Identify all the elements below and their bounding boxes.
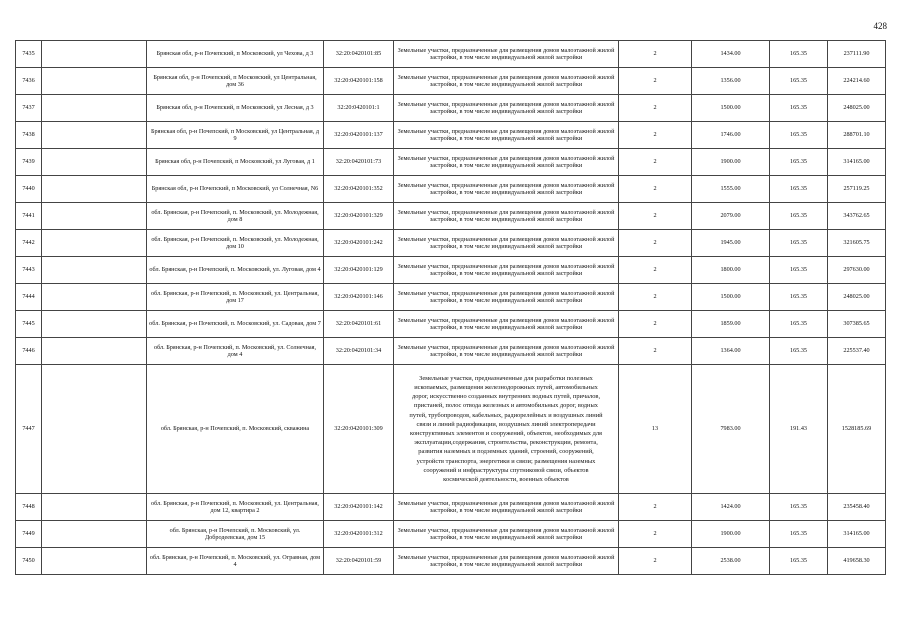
land-use-cell: Земельные участки, предназначенные для размещения домов малоэтажной жилой застройки, в том числе индивидуальной жилой застройки — [394, 122, 619, 149]
area-cell: 1434.00 — [692, 41, 770, 68]
empty-cell — [42, 149, 147, 176]
address-cell: Брянская обл, р-н Почепский, п Московский, ул Чехова, д 3 — [147, 41, 324, 68]
specific-value-cell: 165.35 — [770, 68, 828, 95]
specific-value-cell: 165.35 — [770, 230, 828, 257]
area-cell: 2538.00 — [692, 548, 770, 575]
empty-cell — [42, 176, 147, 203]
cadastral-value-cell: 248025.00 — [828, 95, 886, 122]
land-use-cell: Земельные участки, предназначенные для размещения домов малоэтажной жилой застройки, в том числе индивидуальной жилой застройки — [394, 521, 619, 548]
address-cell: обл. Брянская, р-н Почепский, п. Московский, ул. Добродеевская, дом 15 — [147, 521, 324, 548]
table-row — [16, 548, 886, 575]
table-row — [16, 68, 886, 95]
land-use-cell: Земельные участки, предназначенные для размещения домов малоэтажной жилой застройки, в том числе индивидуальной жилой застройки — [394, 338, 619, 365]
area-cell: 7983.00 — [692, 365, 770, 494]
group-cell: 2 — [619, 284, 692, 311]
area-cell: 1746.00 — [692, 122, 770, 149]
specific-value-cell: 165.35 — [770, 41, 828, 68]
specific-value-cell: 165.35 — [770, 203, 828, 230]
address-cell: обл. Брянская, р-н Почепский, п. Московский, ул. Садовая, дом 7 — [147, 311, 324, 338]
row-number-cell: 7441 — [16, 203, 42, 230]
cadastral-value-cell: 321605.75 — [828, 230, 886, 257]
empty-cell — [42, 311, 147, 338]
empty-cell — [42, 521, 147, 548]
area-cell: 1555.00 — [692, 176, 770, 203]
address-cell: обл. Брянская, р-н Почепский, п. Московский, ул. Луговая, дом 4 — [147, 257, 324, 284]
group-cell: 2 — [619, 230, 692, 257]
cadastral-value-cell: 248025.00 — [828, 284, 886, 311]
group-cell: 2 — [619, 122, 692, 149]
cadastral-number-cell: 32:20:0420101:137 — [324, 122, 394, 149]
cadastral-number-cell: 32:20:0420101:142 — [324, 494, 394, 521]
address-cell: Брянская обл, р-н Почепский, п Московский, ул Лесная, д 3 — [147, 95, 324, 122]
row-number-cell: 7443 — [16, 257, 42, 284]
cadastral-number-cell: 32:20:0420101:146 — [324, 284, 394, 311]
land-use-cell: Земельные участки, предназначенные для размещения домов малоэтажной жилой застройки, в том числе индивидуальной жилой застройки — [394, 548, 619, 575]
row-number-cell: 7436 — [16, 68, 42, 95]
cadastral-value-cell: 343762.65 — [828, 203, 886, 230]
row-number-cell: 7448 — [16, 494, 42, 521]
land-use-cell: Земельные участки, предназначенные для размещения домов малоэтажной жилой застройки, в том числе индивидуальной жилой застройки — [394, 257, 619, 284]
row-number-cell: 7444 — [16, 284, 42, 311]
specific-value-cell: 165.35 — [770, 548, 828, 575]
group-cell: 2 — [619, 203, 692, 230]
group-cell: 2 — [619, 149, 692, 176]
land-use-cell: Земельные участки, предназначенные для разработки полезных ископаемых, размещения железнодорожных путей, автомобильных дорог, искусственно созданных внутренних водных путей, причалов, пристаней, полос отвода железных и автомобильных дорог, водных путей, трубопроводов, кабельных, радиорелейных и воздушных линий связи и линий радиофикации, воздушных линий электропередачи конструктивных элементов и сооружений, объектов, необходимых для эксплуатации,содержания, строительства, реконструкции, ремонта, развития наземных и подземных зданий, строений, сооружений, устройств транспорта, энергетики и связи; размещения наземных сооружений и инфраструктуры спутниковой связи, объектов космической деятельности, военных объектов — [394, 365, 619, 494]
specific-value-cell: 165.35 — [770, 95, 828, 122]
table-row — [16, 149, 886, 176]
specific-value-cell: 165.35 — [770, 494, 828, 521]
group-cell: 2 — [619, 521, 692, 548]
empty-cell — [42, 494, 147, 521]
cadastral-number-cell: 32:20:0420101:73 — [324, 149, 394, 176]
group-cell: 2 — [619, 68, 692, 95]
specific-value-cell: 191.43 — [770, 365, 828, 494]
land-use-cell: Земельные участки, предназначенные для размещения домов малоэтажной жилой застройки, в том числе индивидуальной жилой застройки — [394, 149, 619, 176]
land-use-cell: Земельные участки, предназначенные для размещения домов малоэтажной жилой застройки, в том числе индивидуальной жилой застройки — [394, 41, 619, 68]
group-cell: 2 — [619, 176, 692, 203]
cadastral-number-cell: 32:20:0420101:61 — [324, 311, 394, 338]
group-cell: 2 — [619, 338, 692, 365]
table-row — [16, 176, 886, 203]
table-row — [16, 284, 886, 311]
table-row — [16, 230, 886, 257]
group-cell: 2 — [619, 95, 692, 122]
table-row — [16, 203, 886, 230]
area-cell: 1945.00 — [692, 230, 770, 257]
empty-cell — [42, 338, 147, 365]
specific-value-cell: 165.35 — [770, 311, 828, 338]
page-number: 428 — [873, 21, 887, 31]
area-cell: 1800.00 — [692, 257, 770, 284]
table-row — [16, 494, 886, 521]
group-cell: 2 — [619, 311, 692, 338]
address-cell: обл. Брянская, р-н Почепский, п. Московский, ул. Солнечная, дом 4 — [147, 338, 324, 365]
table-row — [16, 122, 886, 149]
land-use-cell: Земельные участки, предназначенные для размещения домов малоэтажной жилой застройки, в том числе индивидуальной жилой застройки — [394, 95, 619, 122]
address-cell: обл. Брянская, р-н Почепский, п. Московский, ул. Молодежная, дом 10 — [147, 230, 324, 257]
area-cell: 1356.00 — [692, 68, 770, 95]
group-cell: 2 — [619, 548, 692, 575]
cadastral-number-cell: 32:20:0420101:242 — [324, 230, 394, 257]
specific-value-cell: 165.35 — [770, 176, 828, 203]
group-cell: 13 — [619, 365, 692, 494]
cadastral-value-cell: 297630.00 — [828, 257, 886, 284]
area-cell: 1859.00 — [692, 311, 770, 338]
group-cell: 2 — [619, 494, 692, 521]
address-cell: Брянская обл, р-н Почепский, п Московский, ул Солнечная, N6 — [147, 176, 324, 203]
area-cell: 1900.00 — [692, 521, 770, 548]
area-cell: 1500.00 — [692, 284, 770, 311]
empty-cell — [42, 95, 147, 122]
empty-cell — [42, 203, 147, 230]
address-cell: обл. Брянская, р-н Почепский, п. Московский, ул. Центральная, дом 12, квартира 2 — [147, 494, 324, 521]
cadastral-value-cell: 314165.00 — [828, 149, 886, 176]
land-use-cell: Земельные участки, предназначенные для размещения домов малоэтажной жилой застройки, в том числе индивидуальной жилой застройки — [394, 203, 619, 230]
cadastral-number-cell: 32:20:0420101:352 — [324, 176, 394, 203]
address-cell: Брянская обл, р-н Почепский, п Московский, ул Центральная, д 9 — [147, 122, 324, 149]
empty-cell — [42, 257, 147, 284]
cadastral-number-cell: 32:20:0420101:309 — [324, 365, 394, 494]
address-cell: Брянская обл, р-н Почепский, п Московский, ул Луговая, д 1 — [147, 149, 324, 176]
empty-cell — [42, 41, 147, 68]
empty-cell — [42, 284, 147, 311]
table-row — [16, 95, 886, 122]
area-cell: 1900.00 — [692, 149, 770, 176]
empty-cell — [42, 122, 147, 149]
empty-cell — [42, 365, 147, 494]
specific-value-cell: 165.35 — [770, 284, 828, 311]
row-number-cell: 7437 — [16, 95, 42, 122]
row-number-cell: 7445 — [16, 311, 42, 338]
row-number-cell: 7446 — [16, 338, 42, 365]
address-cell: обл. Брянская, р-н Почепский, п. Московский, ул. Огравная, дом 4 — [147, 548, 324, 575]
table-row — [16, 257, 886, 284]
table-row — [16, 41, 886, 68]
row-number-cell: 7447 — [16, 365, 42, 494]
land-use-cell: Земельные участки, предназначенные для размещения домов малоэтажной жилой застройки, в том числе индивидуальной жилой застройки — [394, 494, 619, 521]
group-cell: 2 — [619, 257, 692, 284]
table-body — [16, 41, 886, 575]
specific-value-cell: 165.35 — [770, 521, 828, 548]
land-use-cell: Земельные участки, предназначенные для размещения домов малоэтажной жилой застройки, в том числе индивидуальной жилой застройки — [394, 68, 619, 95]
cadastral-value-cell: 257119.25 — [828, 176, 886, 203]
specific-value-cell: 165.35 — [770, 122, 828, 149]
row-number-cell: 7438 — [16, 122, 42, 149]
cadastral-valuation-table — [15, 40, 886, 575]
table-row — [16, 521, 886, 548]
address-cell: Брянская обл, р-н Почепский, п Московский, ул Центральная, дом 36 — [147, 68, 324, 95]
cadastral-value-cell: 225537.40 — [828, 338, 886, 365]
row-number-cell: 7450 — [16, 548, 42, 575]
empty-cell — [42, 68, 147, 95]
address-cell: обл. Брянская, р-н Почепский, п. Московский, ул. Центральная, дом 17 — [147, 284, 324, 311]
table-row — [16, 338, 886, 365]
area-cell: 1500.00 — [692, 95, 770, 122]
land-use-cell: Земельные участки, предназначенные для размещения домов малоэтажной жилой застройки, в том числе индивидуальной жилой застройки — [394, 311, 619, 338]
land-use-cell: Земельные участки, предназначенные для размещения домов малоэтажной жилой застройки, в том числе индивидуальной жилой застройки — [394, 284, 619, 311]
cadastral-value-cell: 237111.90 — [828, 41, 886, 68]
specific-value-cell: 165.35 — [770, 338, 828, 365]
area-cell: 1424.00 — [692, 494, 770, 521]
area-cell: 2079.00 — [692, 203, 770, 230]
cadastral-number-cell: 32:20:0420101:1 — [324, 95, 394, 122]
specific-value-cell: 165.35 — [770, 257, 828, 284]
empty-cell — [42, 548, 147, 575]
table-row — [16, 365, 886, 494]
cadastral-number-cell: 32:20:0420101:34 — [324, 338, 394, 365]
row-number-cell: 7449 — [16, 521, 42, 548]
table-row — [16, 311, 886, 338]
land-use-cell: Земельные участки, предназначенные для размещения домов малоэтажной жилой застройки, в том числе индивидуальной жилой застройки — [394, 176, 619, 203]
cadastral-number-cell: 32:20:0420101:158 — [324, 68, 394, 95]
cadastral-number-cell: 32:20:0420101:59 — [324, 548, 394, 575]
address-cell: обл. Брянская, р-н Почепский, п. Московский, скважина — [147, 365, 324, 494]
specific-value-cell: 165.35 — [770, 149, 828, 176]
empty-cell — [42, 230, 147, 257]
row-number-cell: 7435 — [16, 41, 42, 68]
cadastral-value-cell: 419658.30 — [828, 548, 886, 575]
cadastral-value-cell: 224214.60 — [828, 68, 886, 95]
area-cell: 1364.00 — [692, 338, 770, 365]
cadastral-value-cell: 288701.10 — [828, 122, 886, 149]
cadastral-number-cell: 32:20:0420101:129 — [324, 257, 394, 284]
cadastral-value-cell: 1528185.69 — [828, 365, 886, 494]
land-use-cell: Земельные участки, предназначенные для размещения домов малоэтажной жилой застройки, в том числе индивидуальной жилой застройки — [394, 230, 619, 257]
group-cell: 2 — [619, 41, 692, 68]
address-cell: обл. Брянская, р-н Почепский, п. Московский, ул. Молодежная, дом 8 — [147, 203, 324, 230]
cadastral-value-cell: 314165.00 — [828, 521, 886, 548]
cadastral-number-cell: 32:20:0420101:329 — [324, 203, 394, 230]
row-number-cell: 7439 — [16, 149, 42, 176]
cadastral-value-cell: 307385.65 — [828, 311, 886, 338]
cadastral-number-cell: 32:20:0420101:312 — [324, 521, 394, 548]
row-number-cell: 7440 — [16, 176, 42, 203]
row-number-cell: 7442 — [16, 230, 42, 257]
cadastral-value-cell: 235458.40 — [828, 494, 886, 521]
cadastral-number-cell: 32:20:0420101:85 — [324, 41, 394, 68]
